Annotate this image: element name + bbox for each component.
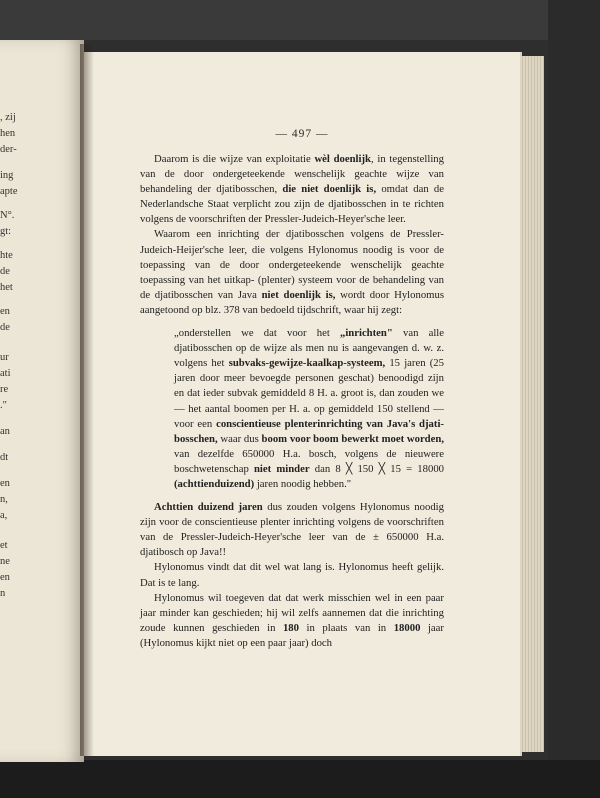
- left-page-fragment: ing: [0, 170, 14, 181]
- paragraph-2: [140, 227, 444, 318]
- bold-text-run: boom voor boom bewerkt moet worden,: [261, 432, 444, 445]
- left-page-fragment: ne: [0, 556, 10, 567]
- left-page-fragment: der-: [0, 144, 17, 155]
- left-page-fragment: en: [0, 306, 10, 317]
- text-run: van alle djatibosschen op de wijze als men nu is aangevangen d. w. z. volgens het: [174, 327, 444, 370]
- text-run: waar dus: [217, 432, 262, 445]
- left-page-fragment: et: [0, 540, 8, 551]
- text-run: Hylonomus vindt dat dit wel wat lang is. Hylonomus heeft gelijk. Dat is te lang.: [140, 561, 444, 589]
- left-page-fragment: , zij: [0, 112, 16, 123]
- text-run: jaren noodig hebben.": [254, 477, 352, 490]
- text-run: „onderstellen we dat voor het: [174, 327, 340, 340]
- left-page-fragment: dt: [0, 452, 9, 463]
- paragraph-3: [140, 500, 444, 560]
- left-page-fragment: ati: [0, 368, 11, 379]
- text-run: dan 8 ╳ 150 ╳ 15 = 18000: [309, 462, 445, 475]
- text-run: wordt door Hylonomus aangetoond op blz. 378 van bedoeld tijdschrift, waar hij zegt:: [140, 288, 444, 316]
- page-body-text: [140, 152, 444, 651]
- left-page-fragment: hen: [0, 128, 16, 139]
- facing-page-left: [0, 40, 84, 762]
- left-page-fragment: a,: [0, 510, 8, 521]
- scanner-background-top: [0, 0, 600, 40]
- text-run: omdat dan de Nederlandsche Staat verplicht zou zijn de djatibosschen in te richten volgens de voorschriften der Pressler-Judeich-Heyer'sche leer.: [140, 183, 445, 226]
- left-page-fragment: an: [0, 426, 10, 437]
- text-run: , in tegenstelling van de door ondergeteekende wenschelijk geachte wijze van behandeling der djatibosschen,: [140, 153, 444, 196]
- bold-text-run: „inrichten": [339, 327, 393, 340]
- bold-text-run: Achttien duizend jaren: [154, 501, 263, 514]
- left-page-fragment: het: [0, 282, 13, 293]
- left-page-fragment: n: [0, 588, 6, 599]
- text-run: van dezelfde 650000 H.a. bosch, volgens de nieuwere boschwetenschap: [174, 447, 444, 475]
- left-page-fragment: .": [0, 400, 7, 411]
- text-run: 15 jaren (25 jaren door meer bevoegde personen geschat) benoodigd zijn en dat ieder subvak gemiddeld 8 H. a. groot is, dan zouden we — het aantal boomen per H. a. op gemiddeld 150 stellend — voor een: [174, 357, 444, 430]
- left-page-fragment: de: [0, 322, 10, 333]
- paragraph-5: [140, 591, 444, 651]
- bold-text-run: wèl doenlijk: [314, 153, 371, 165]
- left-page-fragment: gt:: [0, 226, 12, 237]
- left-page-fragment: n,: [0, 494, 8, 505]
- left-page-fragment: N°.: [0, 210, 15, 221]
- left-page-fragment: apte: [0, 186, 18, 197]
- text-run: Hylonomus wil toegeven dat dat werk misschien wel in een paar jaar minder kan geschieden; hij wil zelfs aannemen dat die inrichting zoude kunnen geschieden in: [140, 591, 444, 634]
- left-page-fragment: de: [0, 266, 10, 277]
- text-run: Waarom een inrichting der djatibosschen volgens de Pressler-Judeich-Heijer'sche leer, die volgens Hylonomus noodig is voor de toepassing van de door ondergeteekende wenschelijk geachte toepassing van het uitkap- (plenter) systeem voor de behandeling van de djatibosschen van Java: [140, 228, 444, 301]
- bold-text-run: (achttienduizend): [174, 477, 255, 490]
- bold-text-run: niet minder: [253, 462, 310, 475]
- block-quote: [174, 326, 444, 492]
- left-page-fragment: ur: [0, 352, 9, 363]
- left-page-fragment: en: [0, 572, 10, 583]
- bold-text-run: die niet doenlijk is,: [282, 183, 377, 196]
- scanner-background-right: [548, 0, 600, 798]
- text-run: jaar (Hylonomus kijkt niet op een paar jaar) doch: [140, 621, 444, 649]
- bold-text-run: 180: [282, 621, 299, 634]
- paragraph-1: [140, 152, 444, 227]
- left-page-fragment: re: [0, 384, 9, 395]
- text-run: Daarom is die wijze van exploitatie: [154, 153, 315, 165]
- bold-text-run: subvaks-gewijze-kaalkap-systeem,: [228, 357, 386, 370]
- text-run: in plaats van in: [298, 621, 394, 634]
- left-page-fragment: hte: [0, 250, 13, 261]
- bold-text-run: conscientieuse plenterinrichting van Java's djati-bosschen,: [174, 417, 444, 445]
- page-number: — 497 —: [275, 128, 329, 140]
- text-run: dus zouden volgens Hylonomus noodig zijn voor de conscientieuse plenter inrichting volgens de voorschriften van de Pressler-Judeich-Heyer'sche leer van de ± 650000 H.a. djatibosch op Java!!: [140, 501, 444, 559]
- scanner-background-bottom: [0, 760, 600, 798]
- bold-text-run: 18000: [393, 621, 421, 634]
- binding-gutter: [80, 44, 94, 756]
- left-page-fragment: en: [0, 478, 10, 489]
- page-edges: [520, 56, 544, 752]
- paragraph-4: [140, 560, 444, 590]
- bold-text-run: niet doenlijk is,: [261, 288, 336, 301]
